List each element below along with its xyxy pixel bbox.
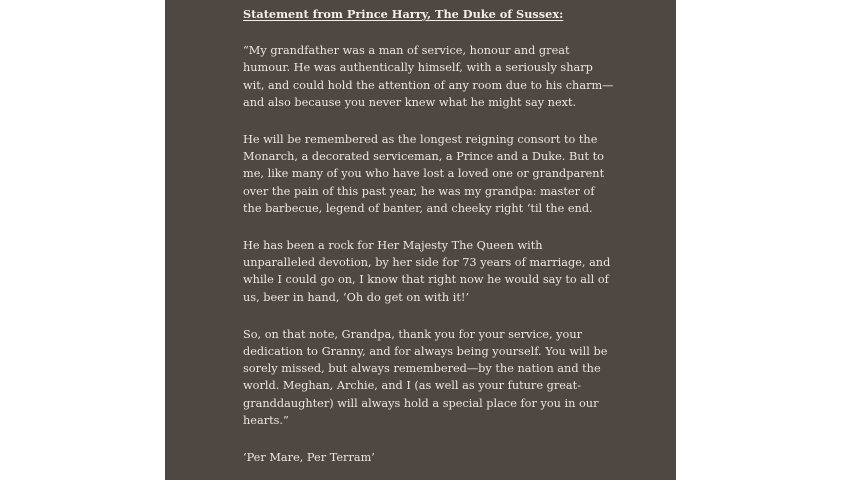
statement-text	[243, 6, 615, 466]
statement-motto: ‘Per Mare, Per Terram’	[243, 451, 375, 465]
statement-paragraph-1: “My grandfather was a man of service, honour and great humour. He was authentically himself, with a seriously sharp wit, and could hold the attention of any room due to his charm—and also because you never knew what he might say next.	[243, 44, 614, 109]
statement-panel	[165, 0, 676, 480]
statement-paragraph-3: He has been a rock for Her Majesty The Queen with unparalleled devotion, by her side for 73 years of marriage, and while I could go on, I know that right now he would say to all of us, beer in hand, ‘Oh do get on with it!’	[243, 239, 611, 304]
statement-paragraph-2: He will be remembered as the longest reigning consort to the Monarch, a decorated serviceman, a Prince and a Duke. But to me, like many of you who have lost a loved one or grandparent over the pain of this past year, he was my grandpa: master of the barbecue, legend of banter, and cheeky right ‘til the end.	[243, 133, 605, 215]
statement-heading: Statement from Prince Harry, The Duke of Sussex:	[243, 7, 564, 21]
statement-paragraph-4: So, on that note, Grandpa, thank you for your service, your dedication to Granny, and for always being yourself. You will be sorely missed, but always remembered—by the nation and the world. Meghan, Archie, and I (as well as your future great-granddaughter) will always hold a special place for you in our hearts.”	[243, 327, 608, 427]
